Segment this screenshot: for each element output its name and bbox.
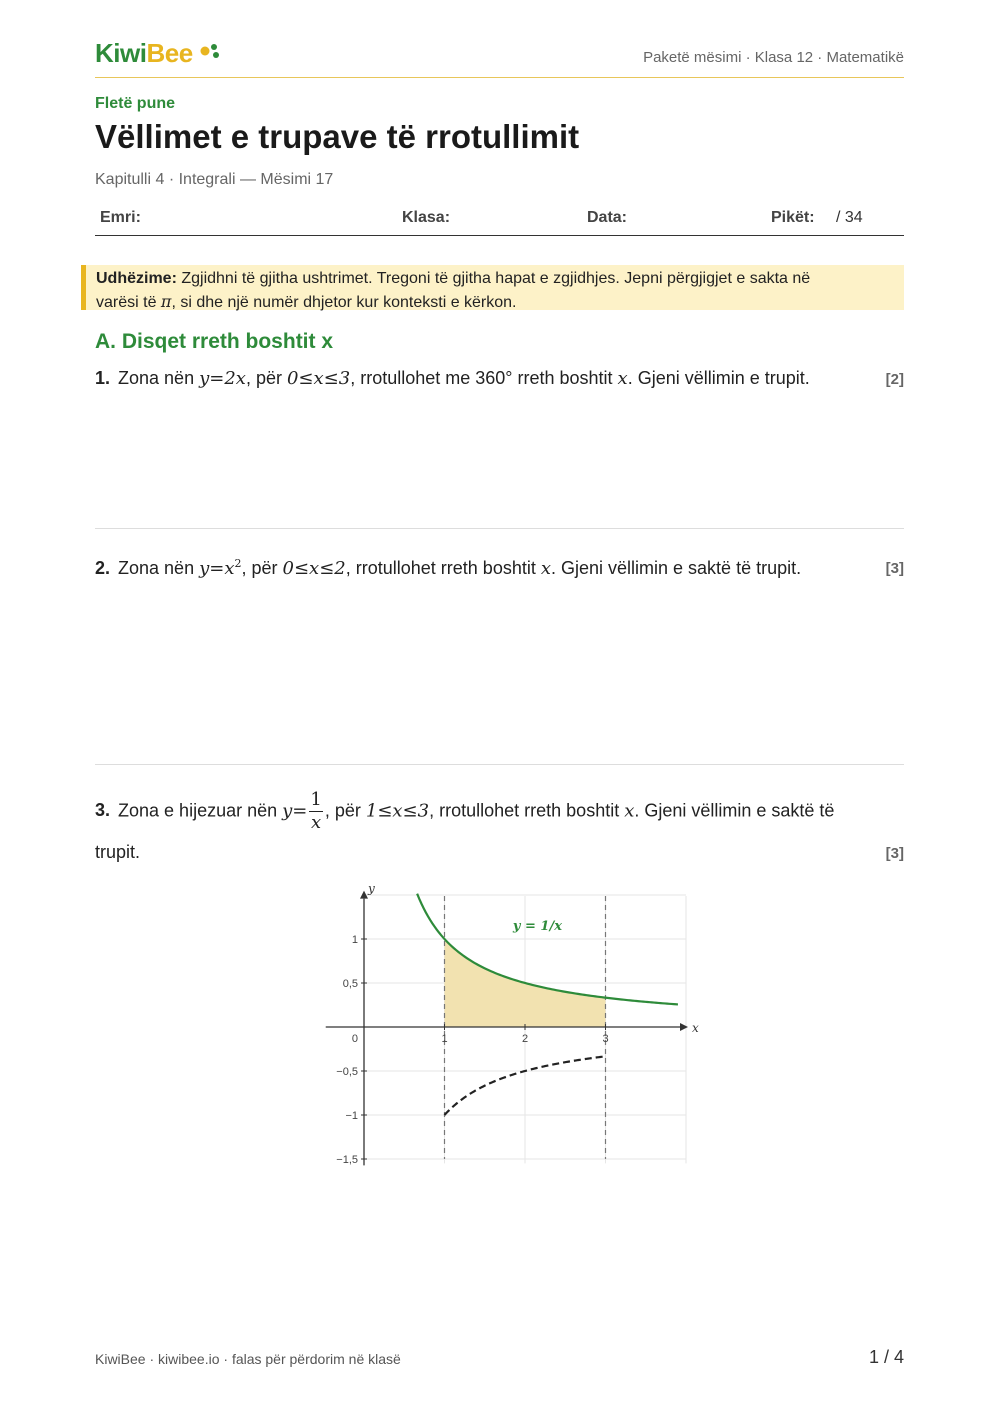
y-axis-label: y	[368, 881, 375, 896]
question-text: . Gjeni vëllimin e trupit.	[627, 368, 810, 388]
x-tick-label: 1	[441, 1033, 448, 1045]
math-exponent: 2	[234, 557, 242, 570]
math-expression: 0≤x≤3	[286, 368, 351, 389]
question-3	[95, 791, 834, 832]
question-number: 1.	[95, 368, 111, 388]
pi-symbol: π	[160, 292, 172, 311]
question-1	[95, 368, 810, 389]
question-2-marks: [3]	[885, 560, 904, 577]
brand-bee: Bee	[146, 38, 193, 68]
header-meta: Paketë mësimi · Klasa 12 · Matematikë	[643, 49, 904, 66]
page-number: 1 / 4	[868, 1347, 904, 1367]
header-divider	[95, 77, 904, 78]
footer-credits: KiwiBee · kiwibee.io · falas për përdorim në klasë	[95, 1351, 401, 1367]
fraction-denominator: x	[311, 812, 322, 833]
bee-dots-icon	[199, 42, 221, 62]
date-label: Data:	[587, 209, 628, 226]
y-tick-label: −0,5	[336, 1066, 358, 1078]
question-text: . Gjeni vëllimin e saktë të	[634, 800, 835, 821]
instructions-text: Zgjidhni të gjitha ushtrimet. Tregoni të gjitha hapat e zgjidhjes. Jepni përgjigjet e sakta në	[176, 270, 811, 287]
answer-divider	[95, 528, 904, 529]
y-tick-label: 1	[351, 934, 358, 946]
brand-logo	[95, 38, 193, 69]
x-tick-label: 2	[521, 1033, 529, 1045]
student-info-row	[95, 198, 904, 236]
question-3-marks: [3]	[885, 845, 904, 862]
instructions-box	[81, 265, 904, 310]
math-expression: y=	[282, 800, 308, 822]
math-expression: x	[624, 800, 635, 822]
question-text: , rrotullohet rreth boshtit	[345, 558, 541, 578]
math-expression: x	[540, 558, 551, 579]
class-label: Klasa:	[402, 209, 451, 226]
curve-annotation: y = 1/x	[512, 919, 562, 935]
name-label: Emri:	[100, 209, 141, 226]
question-text: , për	[245, 368, 287, 388]
points-label: Pikët:	[771, 209, 815, 226]
x-axis-arrow	[680, 1023, 688, 1031]
section-heading: A. Disqet rreth boshtit x	[95, 330, 334, 353]
question-text: , për	[241, 558, 283, 578]
question-text: , rrotullohet rreth boshtit	[429, 800, 625, 821]
brand-kiwi: Kiwi	[95, 38, 147, 68]
page-subtitle: Kapitulli 4 · Integrali — Mësimi 17	[95, 171, 334, 188]
math-expression: y=x	[199, 558, 235, 579]
x-tick-label: 3	[602, 1033, 609, 1045]
answer-divider	[95, 764, 904, 765]
question-1-marks: [2]	[885, 371, 904, 388]
fraction-numerator: 1	[310, 789, 322, 810]
question-2	[95, 557, 801, 579]
origin-label: 0	[351, 1033, 358, 1045]
question-text: , rrotullohet me 360° rreth boshtit	[350, 368, 618, 388]
math-fraction	[309, 791, 322, 832]
y-tick-label: −1	[345, 1110, 358, 1122]
question-number: 2.	[95, 558, 111, 578]
question-text: Zona nën	[118, 368, 200, 388]
math-expression: 0≤x≤2	[282, 558, 346, 579]
y-tick-label: −1,5	[336, 1154, 358, 1166]
question-text: , për	[324, 800, 366, 821]
question-number: 3.	[95, 800, 111, 821]
x-axis-label: x	[692, 1021, 699, 1035]
worksheet-kicker: Fletë pune	[95, 95, 176, 112]
question-text: . Gjeni vëllimin e saktë të trupit.	[551, 558, 802, 578]
question-3-continued: trupit.	[95, 842, 141, 862]
math-expression: y=2x	[199, 368, 246, 389]
reciprocal-function-graph	[300, 875, 720, 1175]
instructions-label: Udhëzime:	[96, 270, 177, 287]
page-title: Vëllimet e trupave të rrotullimit	[95, 118, 580, 155]
math-expression: 1≤x≤3	[365, 800, 430, 822]
points-value: / 34	[836, 209, 863, 226]
instructions-text-2a: varësi të	[96, 294, 161, 311]
question-text: Zona nën	[118, 558, 200, 578]
instructions-text-2b: , si dhe një numër dhjetor kur konteksti e kërkon.	[171, 294, 517, 311]
question-text: Zona e hijezuar nën	[118, 800, 283, 821]
y-tick-label: 0,5	[342, 978, 358, 990]
math-expression: x	[617, 368, 628, 389]
